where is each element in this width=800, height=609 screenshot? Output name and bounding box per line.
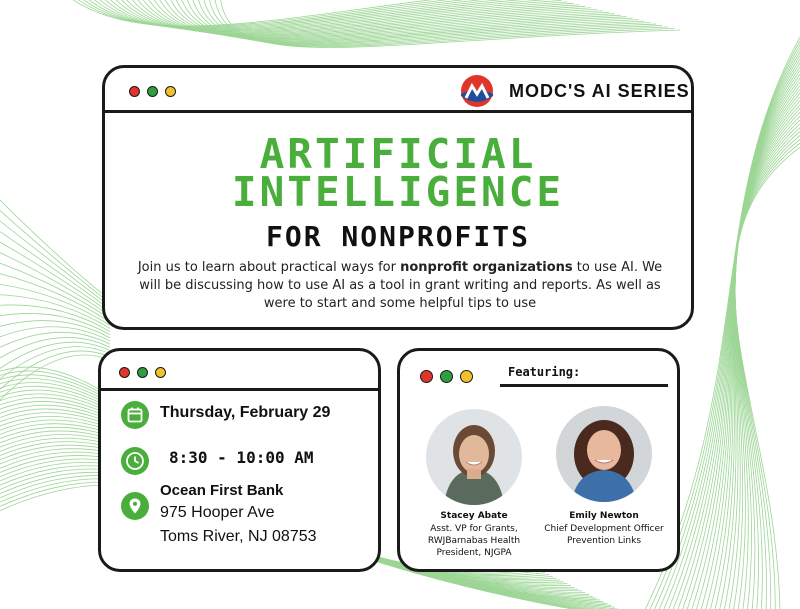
mesh-line	[0, 253, 110, 316]
mesh-line	[0, 200, 110, 300]
window-controls	[420, 370, 473, 383]
location-pin-icon	[121, 492, 149, 520]
event-description: Join us to learn about practical ways for nonprofit organizations to use AI. We will be discussing how to use AI as a tool in grant writing and reports. As well as were to start and some helpful tips to use	[137, 260, 663, 311]
mesh-line	[698, 70, 800, 609]
speaker-role: Chief Development Officer Prevention Links	[544, 524, 664, 546]
window-controls	[129, 86, 176, 97]
maximize-dot	[147, 86, 158, 97]
window-controls	[119, 367, 166, 378]
mesh-line	[0, 327, 110, 341]
calendar-icon	[121, 401, 149, 429]
speaker-photo	[556, 406, 652, 502]
series-title: MODC'S AI SERIES	[509, 81, 690, 101]
address-line-2: Toms River, NJ 08753	[160, 528, 317, 545]
venue-name: Ocean First Bank	[160, 482, 284, 499]
title-bar-divider	[105, 110, 691, 113]
mesh-line	[0, 221, 110, 306]
mesh-line	[0, 232, 110, 310]
speaker-name: Stacey Abate	[440, 511, 508, 521]
minimize-dot	[165, 86, 176, 97]
mesh-line	[688, 61, 800, 609]
featuring-window	[397, 348, 680, 572]
close-dot	[420, 370, 433, 383]
maximize-dot	[137, 367, 148, 378]
maximize-dot	[440, 370, 453, 383]
event-date: Thursday, February 29	[160, 404, 331, 421]
clock-icon	[121, 447, 149, 475]
title-bar-divider	[101, 388, 378, 391]
mesh-line	[0, 305, 110, 332]
close-dot	[119, 367, 130, 378]
speaker-name: Emily Newton	[569, 511, 639, 521]
title-artificial: ARTIFICIAL	[259, 130, 537, 178]
title-bar-divider	[500, 384, 668, 387]
minimize-dot	[155, 367, 166, 378]
mesh-line	[0, 263, 110, 319]
mesh-line	[0, 211, 110, 304]
close-dot	[129, 86, 140, 97]
event-time: 8:30 - 10:00 AM	[169, 448, 314, 467]
address-line-1: 975 Hooper Ave	[160, 504, 275, 521]
minimize-dot	[460, 370, 473, 383]
main-window	[102, 65, 694, 330]
modc-logo-icon	[460, 74, 494, 108]
details-window	[98, 348, 381, 572]
featuring-heading: Featuring:	[508, 365, 581, 379]
title-intelligence: INTELLIGENCE	[231, 168, 565, 216]
title-for-nonprofits: FOR NONPROFITS	[265, 220, 530, 253]
speaker-photo	[426, 409, 522, 505]
speaker-role: Asst. VP for Grants, RWJBarnabas Health President, NJGPA	[427, 524, 521, 558]
